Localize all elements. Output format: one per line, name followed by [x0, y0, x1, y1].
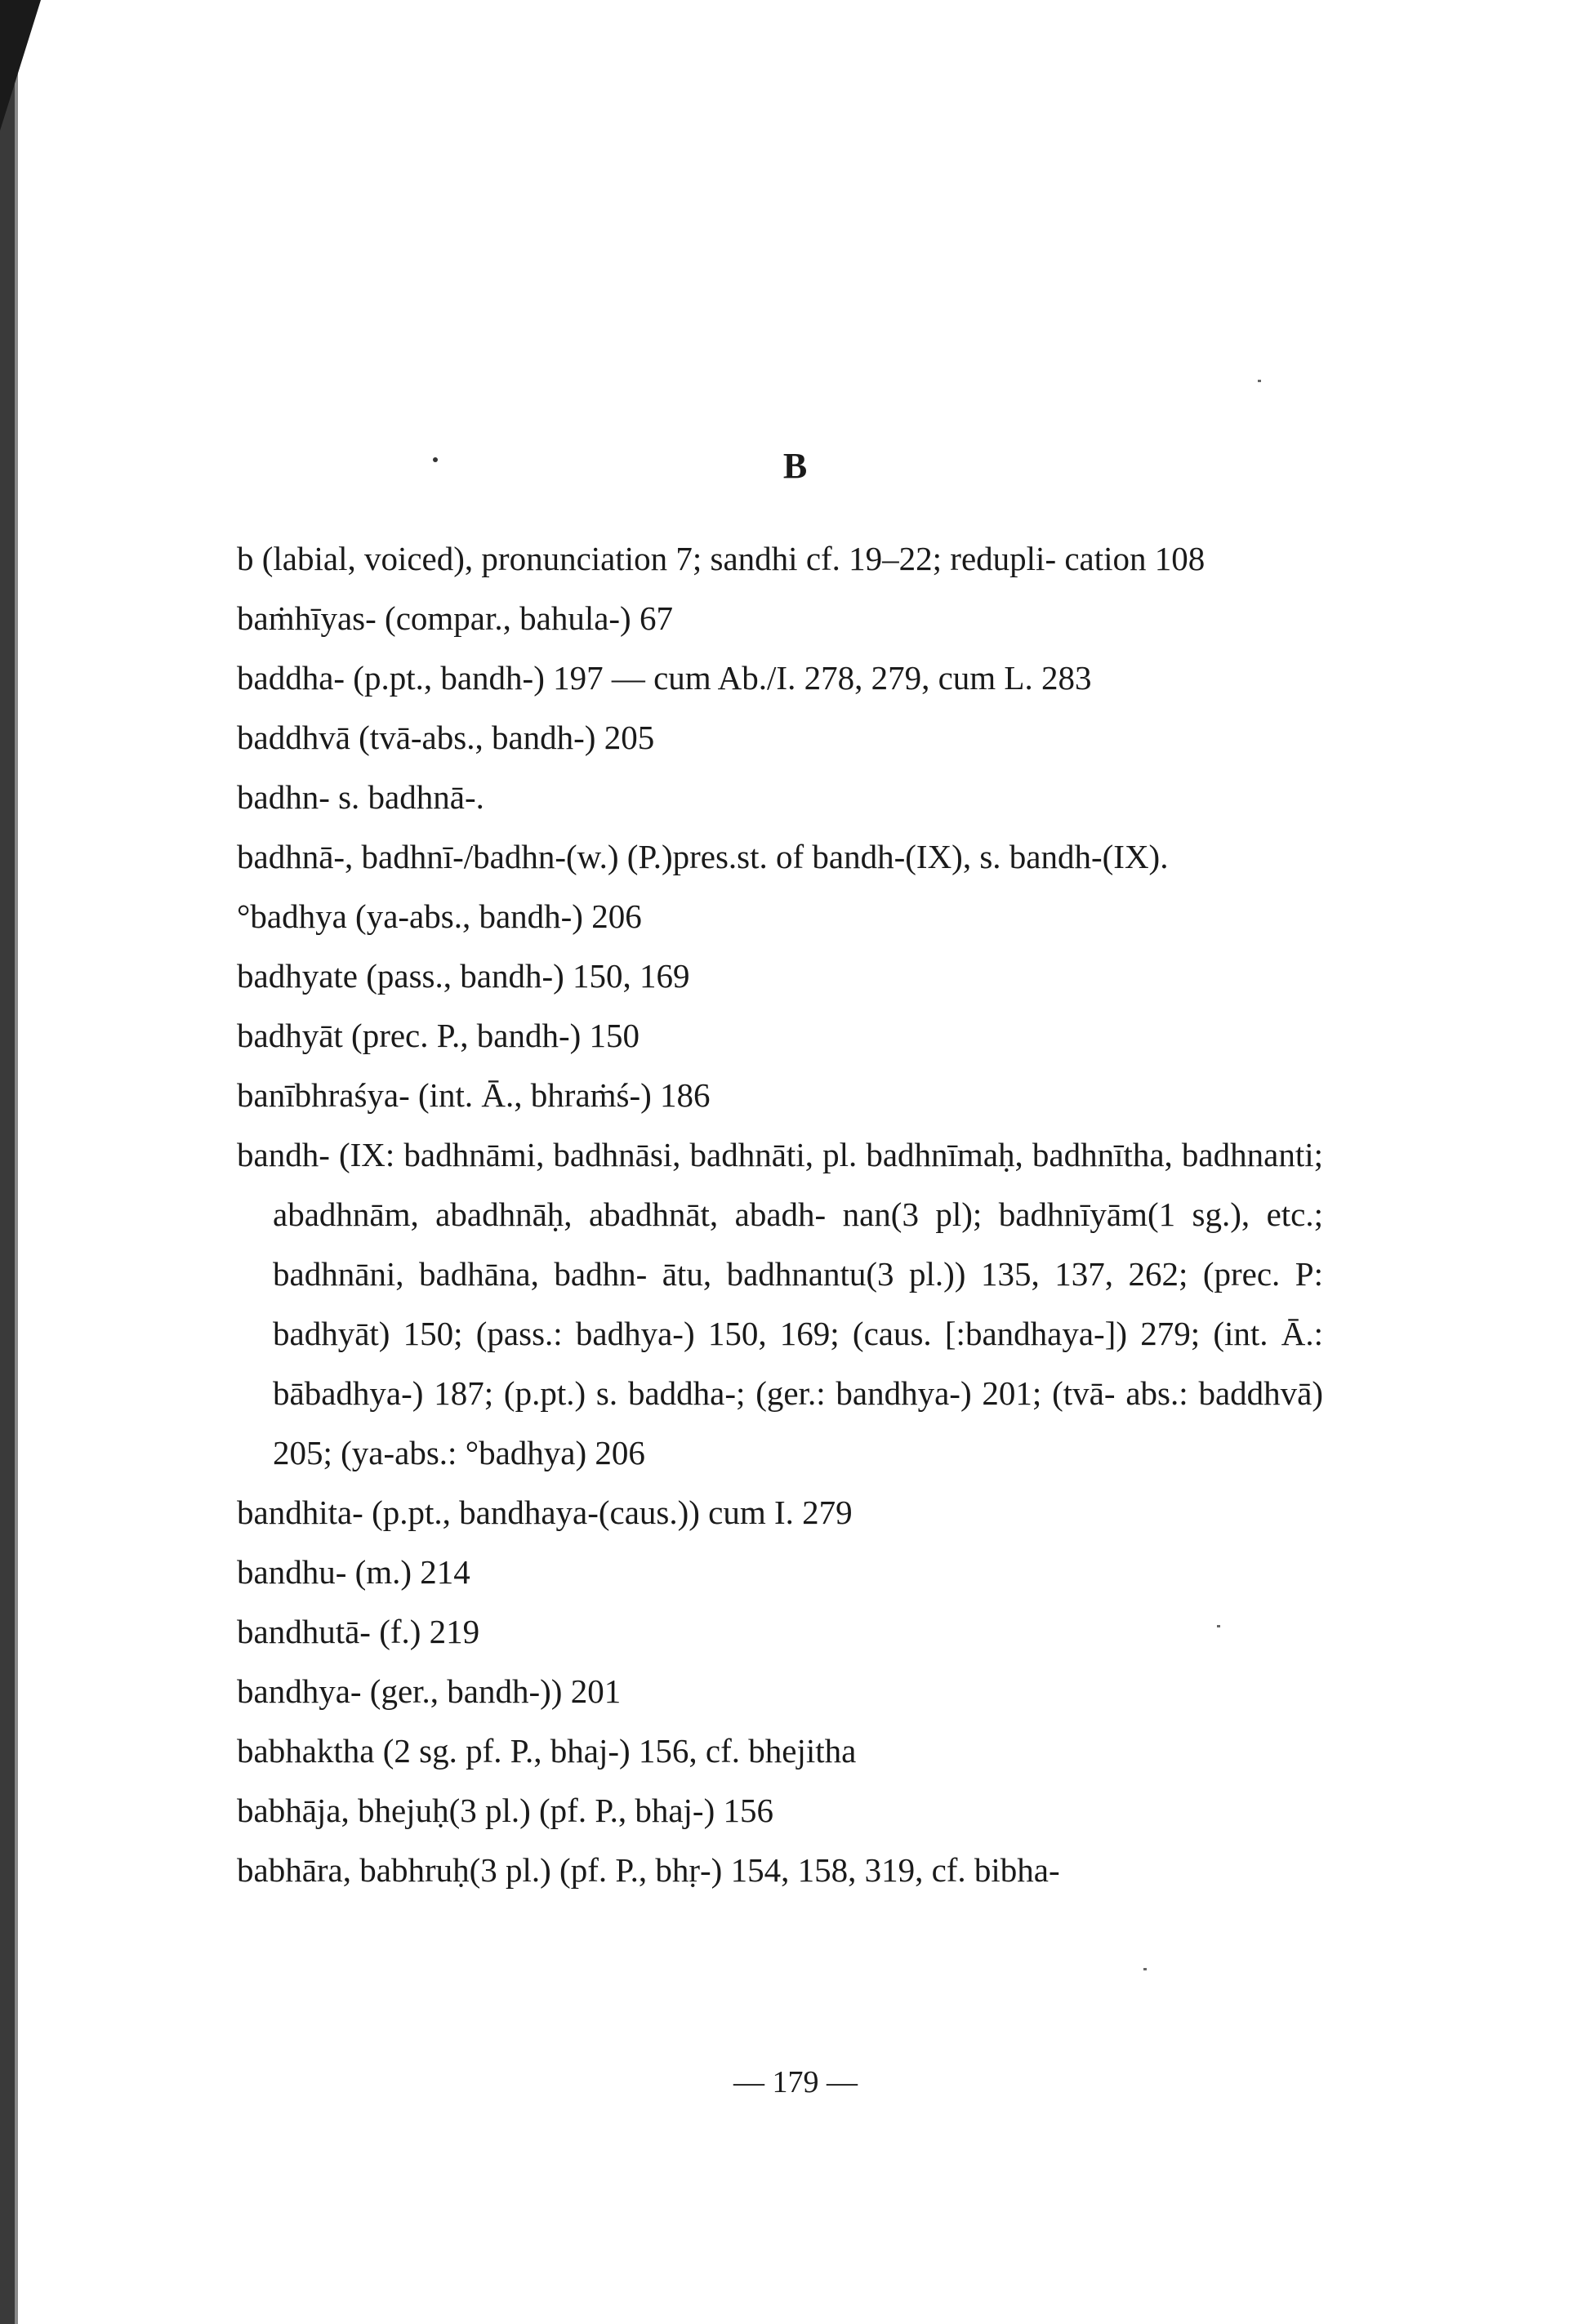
index-entry: bandhu- (m.) 214	[237, 1553, 470, 1591]
page-number: — 179 —	[733, 2065, 858, 2099]
index-entry: baddhvā (tvā-abs., bandh-) 205	[237, 719, 655, 756]
index-entry: °badhya (ya-abs., bandh-) 206	[237, 897, 642, 935]
index-entry: baddha- (p.pt., bandh-) 197 — cum Ab./I. 278, 279, cum L. 283	[237, 659, 1092, 697]
index-entry: baṁhīyas- (compar., bahula-) 67	[237, 599, 673, 637]
binding-edge	[0, 0, 15, 2324]
index-entry: bandhutā- (f.) 219	[237, 1613, 480, 1650]
index-entry: banībhraśya- (int. Ā., bhraṁś-) 186	[237, 1076, 711, 1114]
index-entry: babhaktha (2 sg. pf. P., bhaj-) 156, cf. bhejitha	[237, 1732, 857, 1770]
index-entry: badhnā-, badhnī-/badhn-(w.) (P.)pres.st. of bandh-(IX), s. bandh-(IX).	[237, 838, 1169, 875]
corner-mark	[0, 0, 41, 131]
scan-speck	[1143, 1968, 1147, 1970]
index-entry: babhāja, bhejuḥ(3 pl.) (pf. P., bhaj-) 156	[237, 1792, 773, 1829]
section-heading: B	[782, 446, 809, 486]
scan-speck	[1217, 1625, 1220, 1627]
index-entry: badhyate (pass., bandh-) 150, 169	[237, 957, 690, 995]
index-entry: b (labial, voiced), pronunciation 7; sandhi cf. 19–22; redupli- cation 108	[237, 540, 1206, 577]
index-entry: bandhita- (p.pt., bandhaya-(caus.)) cum I. 279	[237, 1494, 853, 1531]
index-entry: bandh- (IX: badhnāmi, badhnāsi, badhnāti, pl. badhnīmaḥ, badhnītha, badhnanti; abadhnām, abadhnāḥ, abadhnāt, abadh- nan(3 pl); badhnīyām(1 sg.), etc.; badhnāni, badhāna, badhn- ātu, badhnantu(3 pl.)) 135, 137, 262; (prec. P: badhyāt) 150; (pass.: badhya-) 150, 169; (caus. [:bandhaya-]) 279; (int. Ā.: bābadhya-) 187; (p.pt.) s. baddha-; (ger.: bandhya-) 201; (tvā- abs.: baddhvā) 205; (ya-abs.: °badhya) 206	[237, 1136, 1323, 1471]
index-entry: bandhya- (ger., bandh-)) 201	[237, 1672, 622, 1710]
index-entry: babhāra, babhruḥ(3 pl.) (pf. P., bhṛ-) 154, 158, 319, cf. bibha-	[237, 1851, 1060, 1889]
index-entry: badhn- s. badhnā-.	[237, 778, 484, 816]
binding-shadow	[15, 0, 18, 2324]
scan-speck	[1258, 380, 1261, 382]
index-entry: badhyāt (prec. P., bandh-) 150	[237, 1017, 640, 1054]
index-entries	[237, 529, 1323, 1900]
